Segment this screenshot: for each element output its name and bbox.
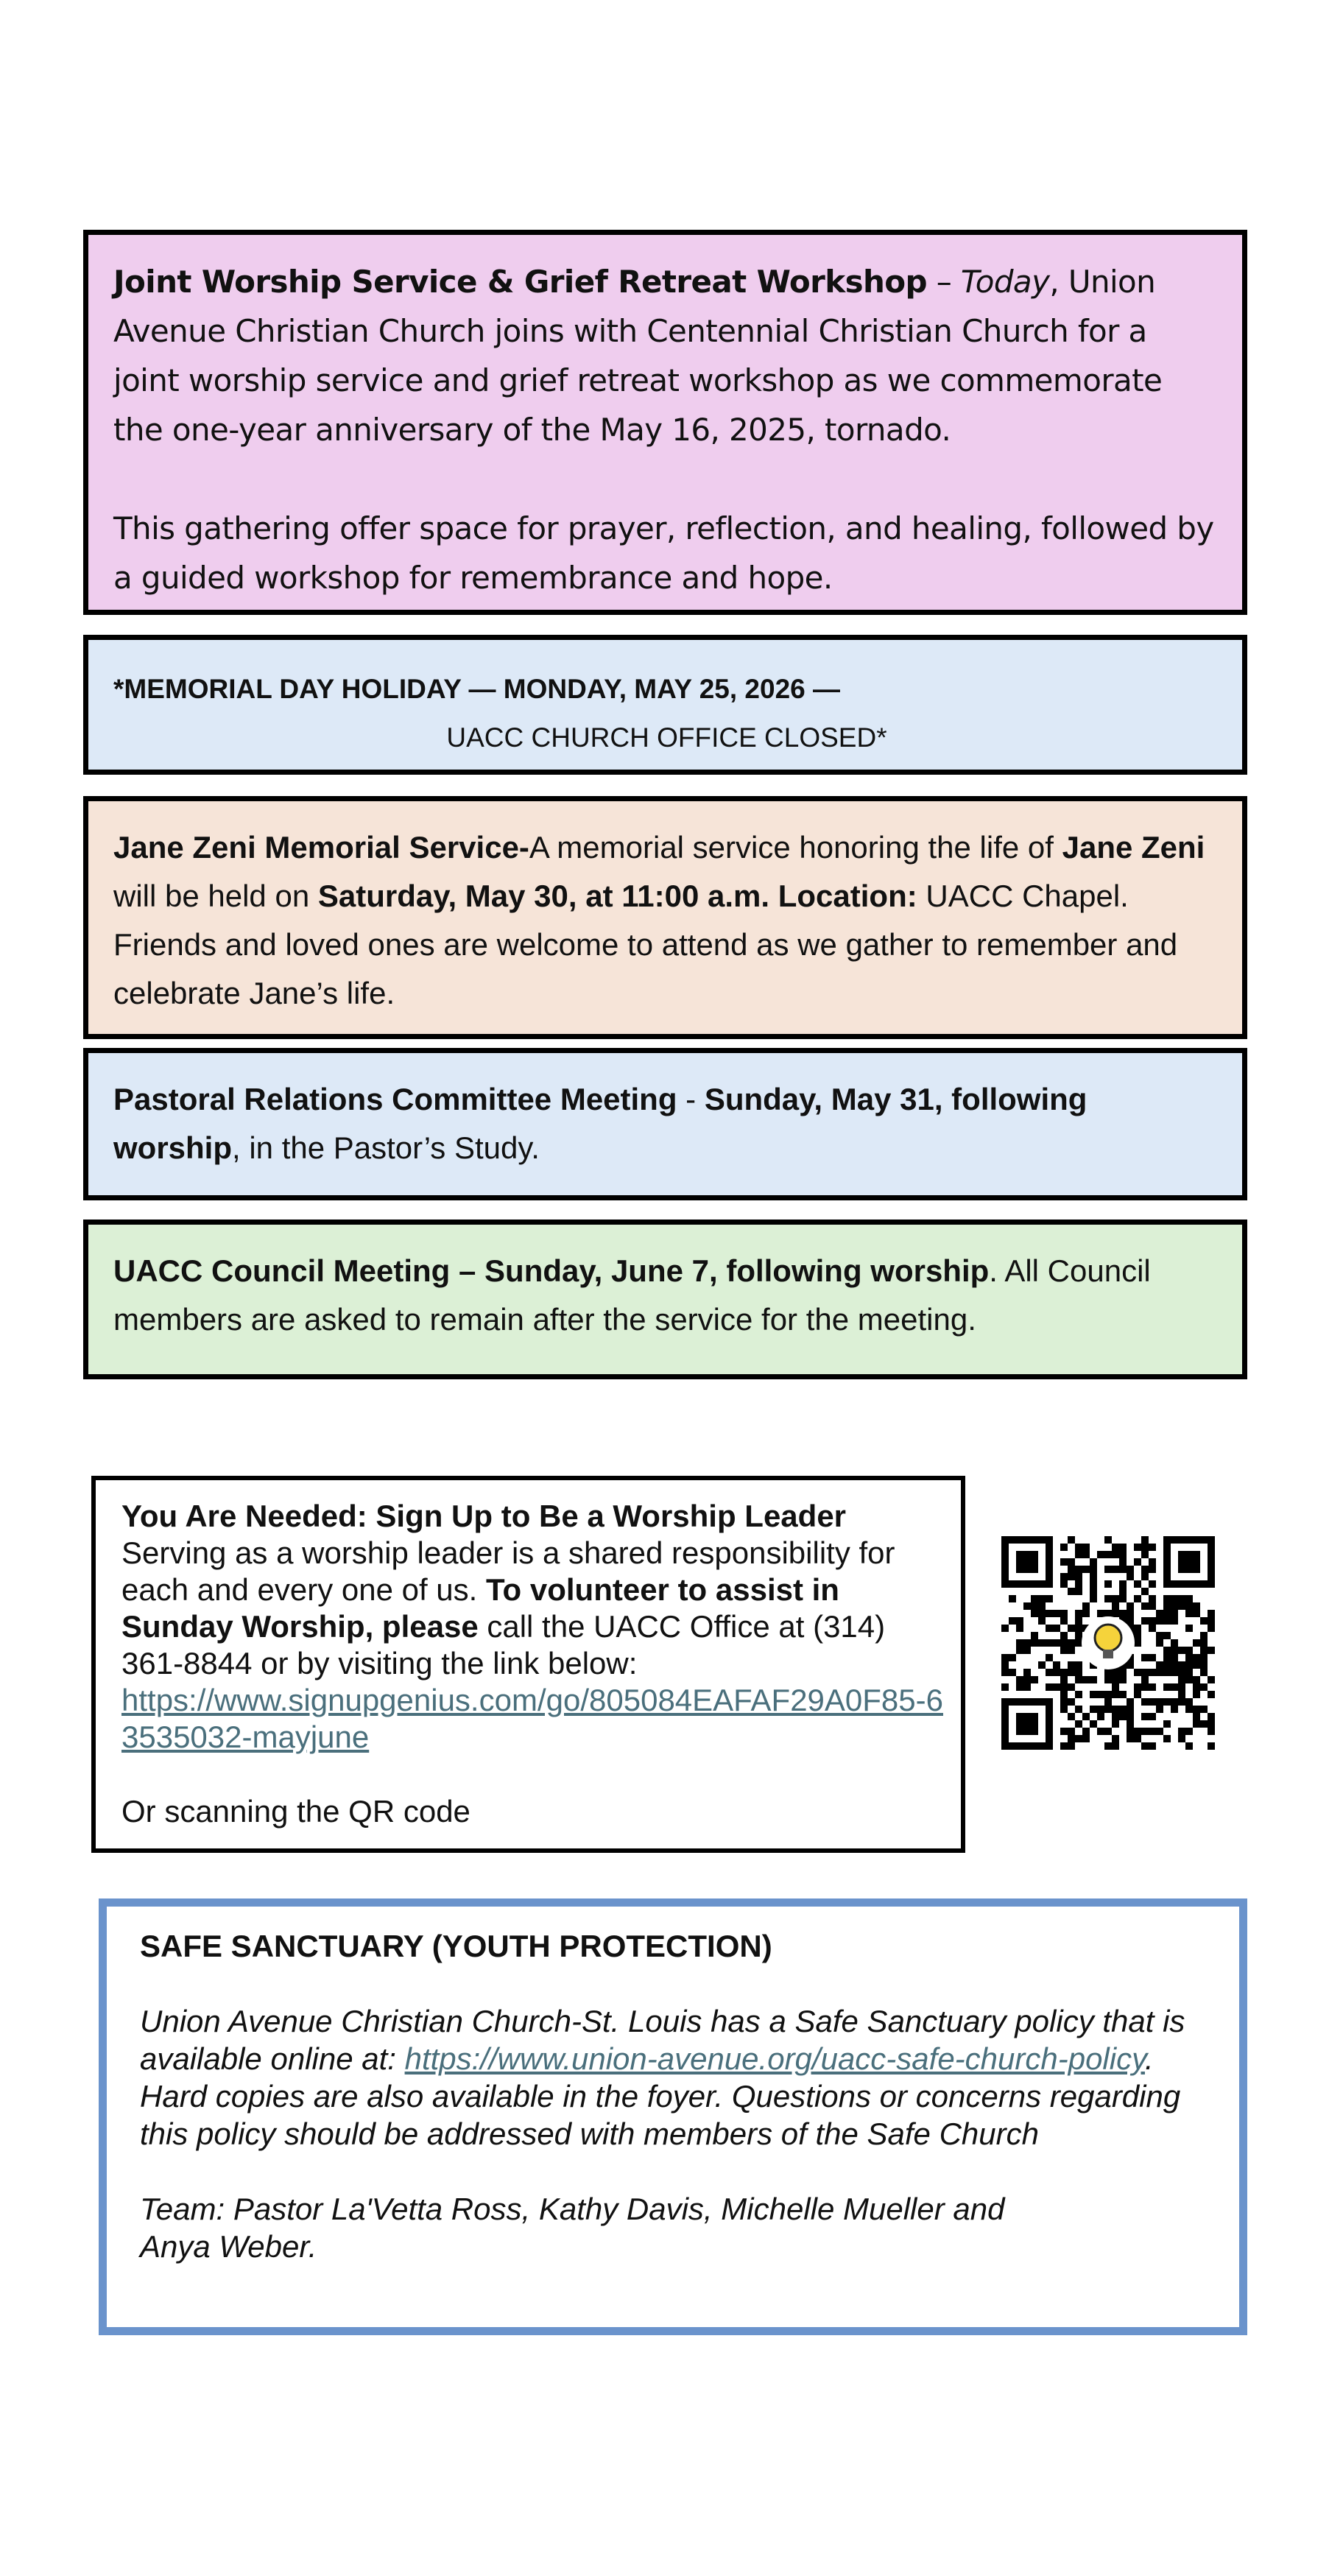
joint-worship-body: This gathering offer space for prayer, reflection, and healing, followed by a guided workshop for remembrance and hope.: [113, 510, 1214, 596]
joint-worship-notice: [83, 230, 1247, 615]
memorial-day-notice: [83, 635, 1247, 775]
memorial-service-text: Jane Zeni Memorial Service-A memorial service honoring the life of Jane Zeni will be held on Saturday, May 30, at 11:00 a.m. Location: UACC Chapel. Friends and loved ones are welcome to attend as we gather to remember and celebrate Jane’s life.: [113, 830, 1205, 1010]
pastoral-relations-notice: [83, 1048, 1247, 1200]
joint-worship-title: Joint Worship Service & Grief Retreat Workshop: [113, 264, 927, 300]
holiday-line-2: UACC CHURCH OFFICE CLOSED*: [446, 722, 887, 753]
worship-leader-signup: [91, 1476, 965, 1853]
signup-link[interactable]: https://www.signupgenius.com/go/805084EAFAF29A0F85-63535032-mayjune: [121, 1683, 943, 1754]
worship-leader-body: Serving as a worship leader is a shared responsibility for each and every one of us. To volunteer to assist in Sunday Worship, please call the UACC Office at (314) 361-8844 or by visiting the link below:: [121, 1535, 895, 1681]
safe-sanctuary-title: SAFE SANCTUARY (YOUTH PROTECTION): [140, 1929, 772, 1963]
pastoral-relations-text: Pastoral Relations Committee Meeting - Sunday, May 31, following worship, in the Pastor’s Study.: [113, 1082, 1087, 1165]
council-meeting-title: UACC Council Meeting – Sunday, June 7, following worship: [113, 1253, 990, 1288]
safe-church-policy-link[interactable]: https://www.union-avenue.org/uacc-safe-church-policy: [404, 2041, 1145, 2076]
safe-sanctuary-notice: [99, 1898, 1247, 2335]
safe-sanctuary-body: Union Avenue Christian Church-St. Louis has a Safe Sanctuary policy that is available online at: https://www.union-avenue.org/uacc-safe-church-policy. Hard copies are also available in the foyer. Questions or concerns regarding this policy should be addressed with members of the Safe Church: [140, 2004, 1185, 2151]
memorial-service-notice: [83, 796, 1247, 1039]
today-label: Today: [960, 264, 1050, 300]
safe-church-team: Team: Pastor La'Vetta Ross, Kathy Davis, Michelle Mueller and Anya Weber.: [140, 2192, 1005, 2264]
council-meeting-notice: [83, 1220, 1247, 1379]
scan-qr-text: Or scanning the QR code: [121, 1794, 470, 1829]
signup-qr-code[interactable]: [1001, 1536, 1215, 1750]
council-meeting-text: UACC Council Meeting – Sunday, June 7, following worship. All Council members are asked to remain after the service for the meeting.: [113, 1253, 1151, 1337]
joint-worship-text: Joint Worship Service & Grief Retreat Workshop – Today, Union Avenue Christian Church joins with Centennial Christian Church for a joint worship service and grief retreat workshop as we commemorate the one-year anniversary of the May 16, 2025, tornado.: [113, 264, 1163, 448]
lightbulb-icon: [1082, 1616, 1135, 1669]
worship-leader-title: You Are Needed: Sign Up to Be a Worship Leader: [121, 1499, 847, 1533]
holiday-line-1: *MEMORIAL DAY HOLIDAY — MONDAY, MAY 25, 2026 —: [113, 674, 841, 704]
memorial-service-title: Jane Zeni Memorial Service-: [113, 830, 529, 865]
pastoral-relations-title: Pastoral Relations Committee Meeting: [113, 1082, 677, 1116]
